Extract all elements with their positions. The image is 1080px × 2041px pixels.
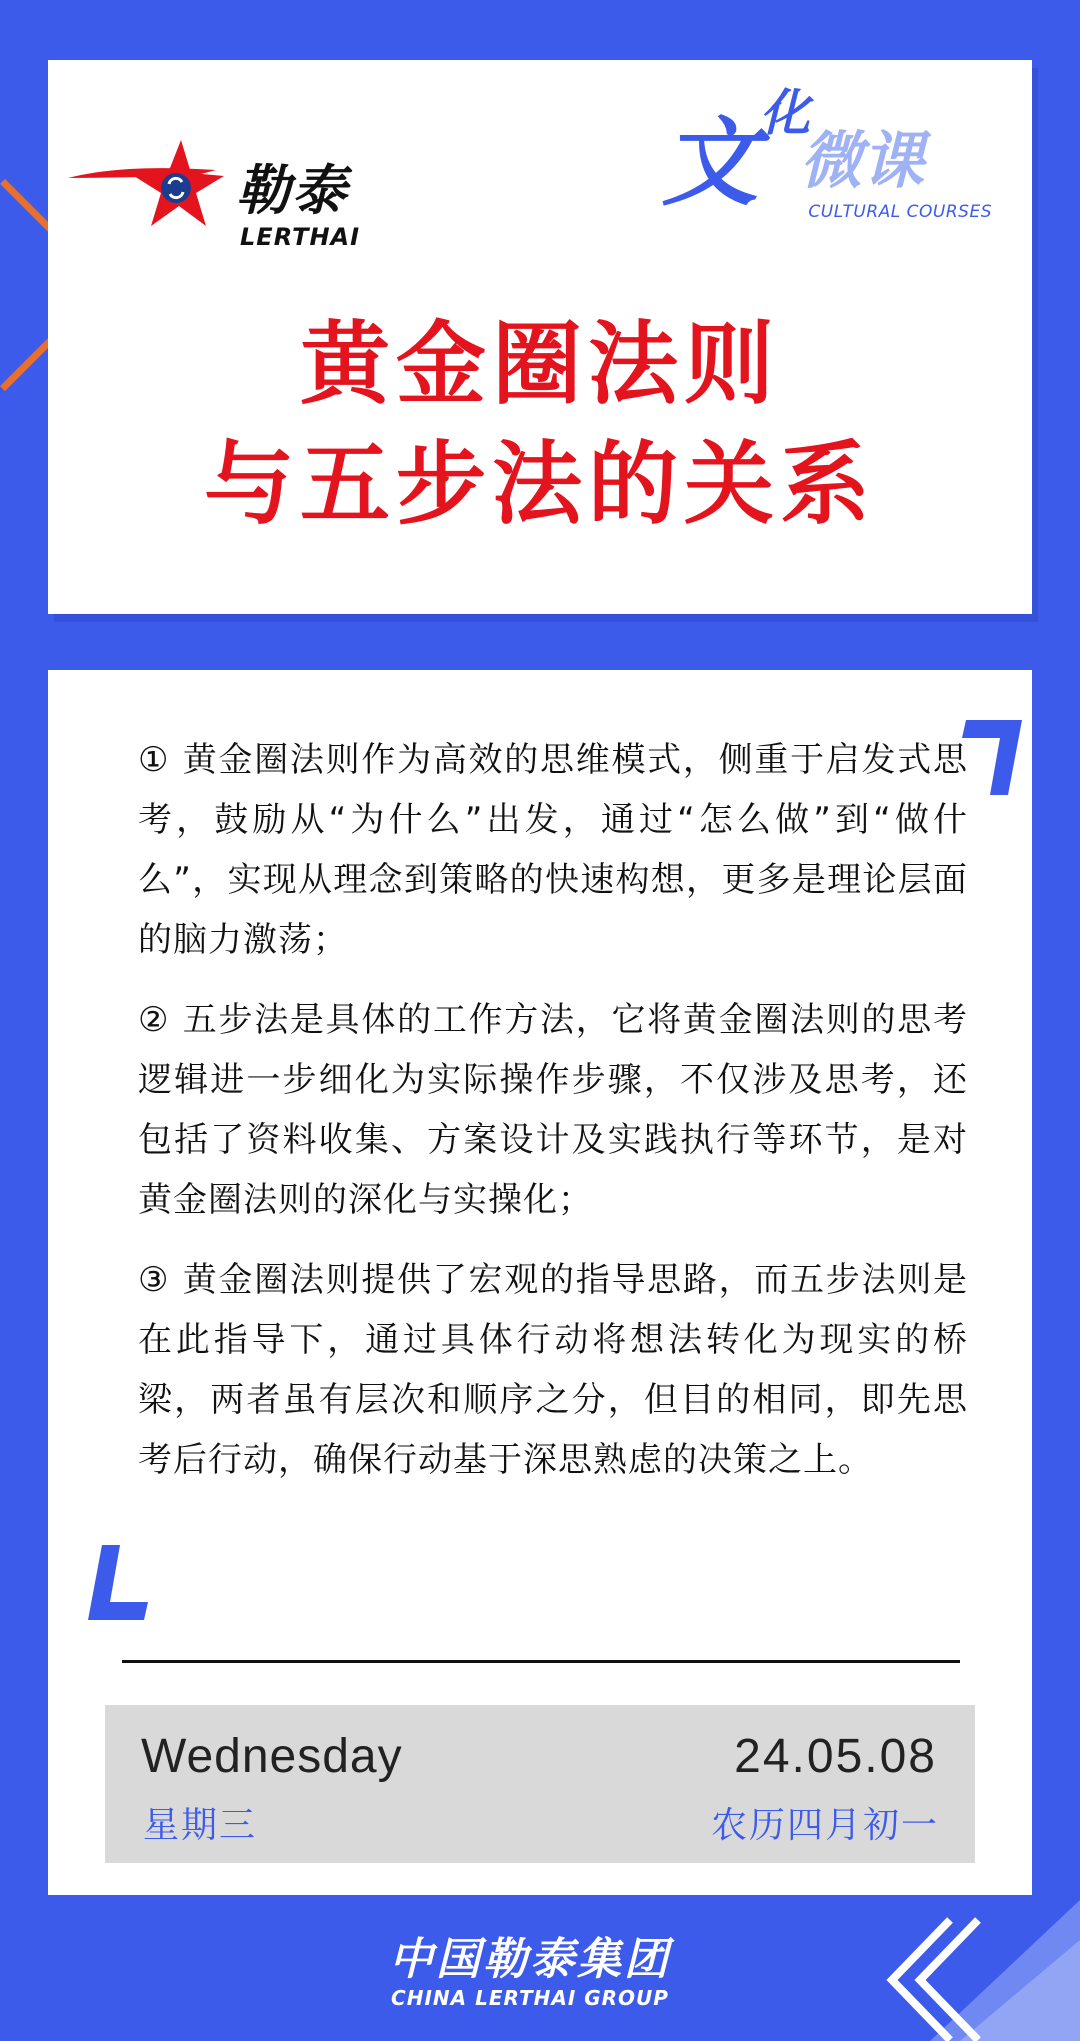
badge-english: CULTURAL COURSES [808,202,992,222]
badge-char-hua: 化 [760,84,810,142]
date-number: 24.05.08 [734,1730,937,1783]
star-logo-icon [66,138,236,238]
header-card [48,60,1032,614]
badge-chars-weike: 微课 [800,124,925,197]
logo-chinese-text: 勒泰 [236,159,348,222]
footer-chinese: 中国勒泰集团 [389,1934,671,1985]
logo-english-text: LERTHAI [240,223,361,251]
weekday-english: Wednesday [141,1730,403,1783]
date-panel [105,1705,975,1863]
paragraph-3: ③ 黄金圈法则提供了宏观的指导思路，而五步法则是在此指导下，通过具体行动将想法转化为现实的桥梁，两者虽有层次和顺序之分，但目的相同，即先思考后行动，确保行动基于深思熟虑的决策之上。 [138,1260,968,1480]
paragraph-2: ② 五步法是具体的工作方法，它将黄金圈法则的思考逻辑进一步细化为实际操作步骤，不仅涉及思考，还包括了资料收集、方案设计及实践执行等环节，是对黄金圈法则的深化与实操化； [138,1000,968,1220]
paragraph-1: ① 黄金圈法则作为高效的思维模式，侧重于启发式思考，鼓励从“为什么”出发，通过“怎么做”到“做什么”，实现从理念到策略的快速构想，更多是理论层面的脑力激荡； [138,740,968,960]
weekday-chinese: 星期三 [143,1805,258,1846]
content-card [48,670,1032,1895]
corner-decoration [850,1880,1080,2041]
body-text [138,730,968,1510]
lerthai-logo [66,108,386,278]
badge-char-wen: 文 [662,107,758,219]
footer-english: CHINA LERTHAI GROUP [391,1986,669,2010]
lunar-date: 农历四月初一 [710,1805,939,1846]
cultural-courses-badge [662,80,992,250]
title-line-1: 黄金圈法则 [300,312,780,417]
divider-line [122,1660,960,1663]
title-line-2: 与五步法的关系 [204,432,876,537]
page-title [48,305,1032,545]
bracket-bottom-left-icon [88,1545,152,1620]
